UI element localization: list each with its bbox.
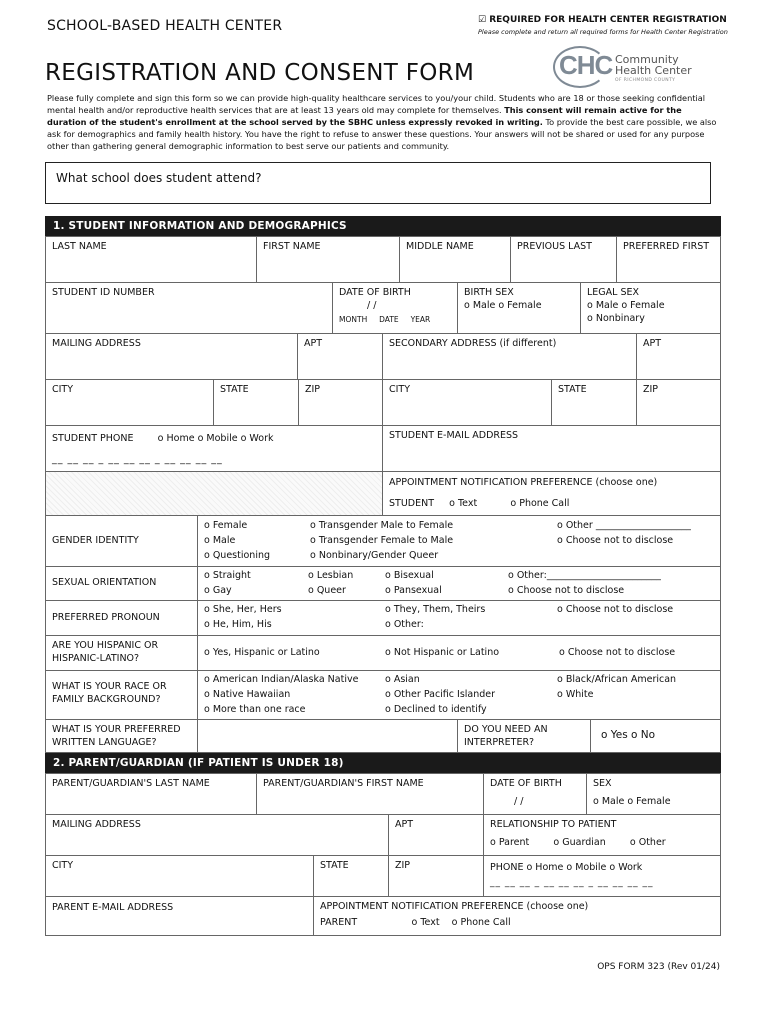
- dob-month-label: MONTH: [339, 315, 368, 324]
- parent-zip-label: ZIP: [395, 860, 411, 871]
- dob-year-label: YEAR: [410, 315, 431, 324]
- so-queer[interactable]: o Queer: [308, 585, 346, 596]
- intro-text-2: To provide the best care possible, we also ask for demographics and family health history. You have the right to refuse to answer these questions. Your answers will not be shared or used for any purpose other than gathering general demographic information to best serve our patients and community.: [47, 117, 717, 151]
- parent-sex-label: SEX: [593, 778, 612, 789]
- pr-he[interactable]: o He, Him, His: [204, 619, 272, 630]
- apt2-field[interactable]: [636, 333, 721, 380]
- parent-appt-pref-label: APPOINTMENT NOTIFICATION PREFERENCE (choose one): [320, 901, 589, 912]
- legal-sex-field[interactable]: [580, 282, 721, 334]
- middle-name-label: MIDDLE NAME: [406, 241, 474, 252]
- dob-label: DATE OF BIRTH: [339, 287, 411, 298]
- rel-other[interactable]: o Other: [629, 837, 666, 848]
- rel-parent[interactable]: o Parent: [490, 837, 530, 848]
- ra-native-hawaiian[interactable]: o Native Hawaiian: [204, 689, 291, 700]
- race-label-1: WHAT IS YOUR RACE OR: [52, 681, 167, 692]
- logo-name: [615, 54, 692, 76]
- legal-sex-options-2[interactable]: o Nonbinary: [587, 313, 645, 324]
- city-label: CITY: [52, 384, 74, 395]
- section-2-header: 2. PARENT/GUARDIAN (IF PATIENT IS UNDER 18): [45, 753, 721, 773]
- sexual-orientation-options[interactable]: [197, 566, 721, 601]
- parent-state-label: STATE: [320, 860, 349, 871]
- pronoun-options[interactable]: [197, 600, 721, 636]
- parent-last-name-label: PARENT/GUARDIAN'S LAST NAME: [52, 778, 210, 789]
- student-appt-pref-label: APPOINTMENT NOTIFICATION PREFERENCE (choose one): [389, 477, 658, 488]
- logo-subtitle: OF RICHMOND COUNTY: [615, 78, 676, 83]
- dob-date-label: DATE: [379, 315, 399, 324]
- zip2-label: ZIP: [643, 384, 659, 395]
- so-not-disclose[interactable]: o Choose not to disclose: [508, 585, 625, 596]
- ra-multi[interactable]: o More than one race: [204, 704, 306, 715]
- so-pansexual[interactable]: o Pansexual: [385, 585, 442, 596]
- parent-first-name-field[interactable]: [256, 773, 484, 815]
- appt-student-label: STUDENT: [389, 498, 435, 509]
- gi-trans-mtf[interactable]: o Transgender Male to Female: [310, 520, 454, 531]
- language-label-cell: [45, 719, 198, 753]
- apt-label: APT: [304, 338, 323, 349]
- gi-questioning[interactable]: o Questioning: [204, 550, 271, 561]
- ra-black[interactable]: o Black/African American: [557, 674, 677, 685]
- parent-email-field[interactable]: [45, 896, 314, 936]
- student-phone-label: STUDENT PHONE: [52, 433, 134, 444]
- hi-no[interactable]: o Not Hispanic or Latino: [385, 647, 500, 658]
- parent-appt-text-option[interactable]: o Text: [411, 917, 440, 928]
- gi-male[interactable]: o Male: [204, 535, 236, 546]
- hi-yes[interactable]: o Yes, Hispanic or Latino: [204, 647, 320, 658]
- parent-dob-label: DATE OF BIRTH: [490, 778, 562, 789]
- student-phone-field[interactable]: [45, 425, 383, 472]
- student-id-label: STUDENT ID NUMBER: [52, 287, 155, 298]
- student-phone-blanks: __ __ __ _ __ __ __ _ __ __ __ __: [52, 454, 223, 465]
- preferred-first-label: PREFERRED FIRST: [623, 241, 710, 252]
- student-email-field[interactable]: [382, 425, 721, 472]
- language-label-1: WHAT IS YOUR PREFERRED: [52, 724, 181, 735]
- gi-trans-ftm[interactable]: o Transgender Female to Male: [310, 535, 454, 546]
- pronoun-label: PREFERRED PRONOUN: [52, 612, 160, 623]
- parent-phone-field[interactable]: [483, 855, 721, 897]
- ra-american-indian[interactable]: o American Indian/Alaska Native: [204, 674, 359, 685]
- city-field[interactable]: [45, 379, 214, 426]
- gender-identity-options[interactable]: [197, 515, 721, 567]
- parent-appt-pref-field[interactable]: [313, 896, 721, 936]
- interpreter-yes-no[interactable]: o Yes o No: [601, 729, 656, 741]
- parent-apt-field[interactable]: [388, 814, 484, 856]
- required-label: REQUIRED FOR HEALTH CENTER REGISTRATION: [489, 15, 727, 25]
- preferred-first-field[interactable]: [616, 236, 721, 283]
- relationship-label: RELATIONSHIP TO PATIENT: [490, 819, 617, 830]
- secondary-address-field[interactable]: [382, 333, 637, 380]
- student-appt-pref-field[interactable]: [382, 471, 721, 516]
- logo-letters: CHC: [559, 50, 613, 80]
- middle-name-field[interactable]: [399, 236, 511, 283]
- so-gay[interactable]: o Gay: [204, 585, 232, 596]
- org-name: SCHOOL-BASED HEALTH CENTER: [47, 18, 283, 34]
- student-appt-call-option[interactable]: o Phone Call: [510, 498, 570, 509]
- pronoun-label-cell: [45, 600, 198, 636]
- state-label: STATE: [220, 384, 249, 395]
- gi-nonbinary[interactable]: o Nonbinary/Gender Queer: [310, 550, 439, 561]
- birth-sex-label: BIRTH SEX: [464, 287, 514, 298]
- student-email-label: STUDENT E-MAIL ADDRESS: [389, 430, 519, 441]
- parent-sex-options[interactable]: o Male o Female: [593, 796, 671, 807]
- race-label-2: FAMILY BACKGROUND?: [52, 694, 161, 705]
- zip-label: ZIP: [305, 384, 321, 395]
- hispanic-label-1: ARE YOU HISPANIC OR: [52, 640, 159, 651]
- interpreter-options[interactable]: [590, 719, 721, 753]
- legal-sex-label: LEGAL SEX: [587, 287, 640, 298]
- city2-field[interactable]: [382, 379, 552, 426]
- section-1-header: 1. STUDENT INFORMATION AND DEMOGRAPHICS: [45, 216, 721, 236]
- race-label-cell: [45, 670, 198, 720]
- previous-last-field[interactable]: [510, 236, 617, 283]
- form-number: OPS FORM 323 (Rev 01/24): [597, 962, 720, 972]
- parent-mailing-address-field[interactable]: [45, 814, 389, 856]
- page-title: REGISTRATION AND CONSENT FORM: [45, 60, 475, 86]
- interpreter-label-2: INTERPRETER?: [464, 737, 535, 748]
- pr-other[interactable]: o Other:: [385, 619, 424, 630]
- first-name-label: FIRST NAME: [263, 241, 321, 252]
- logo-name-line-2: Health Center: [615, 64, 692, 77]
- required-subtext: Please complete and return all required forms for Health Center Registration: [478, 28, 728, 36]
- parent-phone-blanks: __ __ __ _ __ __ __ _ __ __ __ __: [490, 878, 654, 888]
- language-field[interactable]: [197, 719, 458, 753]
- hispanic-options[interactable]: [197, 635, 721, 671]
- birth-sex-options[interactable]: o Male o Female: [464, 300, 542, 311]
- apt2-label: APT: [643, 338, 662, 349]
- parent-dob-field[interactable]: [483, 773, 587, 815]
- ra-pacific-islander[interactable]: o Other Pacific Islander: [385, 689, 496, 700]
- parent-city-label: CITY: [52, 860, 74, 871]
- first-name-field[interactable]: [256, 236, 400, 283]
- gi-other[interactable]: o Other ____________________: [557, 520, 691, 531]
- ra-asian[interactable]: o Asian: [385, 674, 420, 685]
- previous-last-label: PREVIOUS LAST: [517, 241, 592, 252]
- so-straight[interactable]: o Straight: [204, 570, 251, 581]
- relationship-field[interactable]: [483, 814, 721, 856]
- required-notice: [478, 15, 727, 25]
- apt-field[interactable]: [297, 333, 383, 380]
- secondary-address-label: SECONDARY ADDRESS (if different): [389, 338, 557, 349]
- mailing-address-label: MAILING ADDRESS: [52, 338, 141, 349]
- appt-parent-label: PARENT: [320, 917, 358, 928]
- so-lesbian[interactable]: o Lesbian: [308, 570, 354, 581]
- school-question: What school does student attend?: [56, 171, 262, 185]
- mailing-address-field[interactable]: [45, 333, 298, 380]
- parent-mailing-address-label: MAILING ADDRESS: [52, 819, 141, 830]
- intro-bold: This consent will remain active for the duration of the student's enrollment at the school served by the SBHC unless expressly revoked in writing.: [47, 105, 682, 127]
- pr-she[interactable]: o She, Her, Hers: [204, 604, 282, 615]
- parent-appt-call-option[interactable]: o Phone Call: [451, 917, 511, 928]
- hi-not-disclose[interactable]: o Choose not to disclose: [559, 647, 676, 658]
- dob-parts: [339, 313, 451, 326]
- parent-apt-label: APT: [395, 819, 414, 830]
- intro-text-1: Please fully complete and sign this form so we can provide high-quality healthcare services to you/your child. Students who are 18 or those seeking confidential mental health and/or reproductive health services that are at least 13 years old may complete for themselves.: [47, 93, 706, 115]
- so-other[interactable]: o Other:________________________: [508, 570, 661, 581]
- zip2-field[interactable]: [636, 379, 721, 426]
- logo-name-line-1: Community: [615, 53, 679, 66]
- gender-identity-label: GENDER IDENTITY: [52, 535, 139, 546]
- school-field[interactable]: [45, 162, 711, 204]
- parent-email-label: PARENT E-MAIL ADDRESS: [52, 902, 174, 913]
- dob-slashes: / /: [367, 300, 377, 311]
- hispanic-label-2: HISPANIC-LATINO?: [52, 653, 140, 664]
- parent-sex-field[interactable]: [586, 773, 721, 815]
- parent-state-field[interactable]: [313, 855, 389, 897]
- so-bisexual[interactable]: o Bisexual: [385, 570, 434, 581]
- gi-not-disclose[interactable]: o Choose not to disclose: [557, 535, 674, 546]
- parent-zip-field[interactable]: [388, 855, 484, 897]
- gender-identity-label-cell: [45, 515, 198, 567]
- race-options[interactable]: [197, 670, 721, 720]
- parent-dob-slashes: / /: [514, 796, 524, 807]
- intro-paragraph: [47, 92, 717, 152]
- parent-last-name-field[interactable]: [45, 773, 257, 815]
- last-name-field[interactable]: [45, 236, 257, 283]
- rel-guardian[interactable]: o Guardian: [553, 837, 606, 848]
- sexual-orientation-label: SEXUAL ORIENTATION: [52, 577, 157, 588]
- hatched-blank-area: [45, 471, 383, 516]
- last-name-label: LAST NAME: [52, 241, 107, 252]
- pr-not-disclose[interactable]: o Choose not to disclose: [557, 604, 674, 615]
- sexual-orientation-label-cell: [45, 566, 198, 601]
- pr-they[interactable]: o They, Them, Theirs: [385, 604, 486, 615]
- interpreter-label-cell: [457, 719, 591, 753]
- legal-sex-options-1[interactable]: o Male o Female: [587, 300, 665, 311]
- hispanic-label-cell: [45, 635, 198, 671]
- student-phone-type-options[interactable]: o Home o Mobile o Work: [157, 433, 274, 444]
- language-label-2: WRITTEN LANGUAGE?: [52, 737, 157, 748]
- student-id-field[interactable]: [45, 282, 333, 334]
- birth-sex-field[interactable]: [457, 282, 581, 334]
- parent-phone-label: PHONE o Home o Mobile o Work: [490, 862, 643, 873]
- parent-city-field[interactable]: [45, 855, 314, 897]
- zip-field[interactable]: [298, 379, 383, 426]
- parent-first-name-label: PARENT/GUARDIAN'S FIRST NAME: [263, 778, 424, 789]
- state-field[interactable]: [213, 379, 299, 426]
- gi-female[interactable]: o Female: [204, 520, 248, 531]
- chc-logo: [557, 50, 717, 90]
- state2-field[interactable]: [551, 379, 637, 426]
- ra-declined[interactable]: o Declined to identify: [385, 704, 487, 715]
- dob-field[interactable]: [332, 282, 458, 334]
- student-appt-text-option[interactable]: o Text: [449, 498, 478, 509]
- state2-label: STATE: [558, 384, 587, 395]
- ra-white[interactable]: o White: [557, 689, 594, 700]
- interpreter-label-1: DO YOU NEED AN: [464, 724, 548, 735]
- city2-label: CITY: [389, 384, 411, 395]
- checkbox-icon: ☑: [478, 15, 487, 25]
